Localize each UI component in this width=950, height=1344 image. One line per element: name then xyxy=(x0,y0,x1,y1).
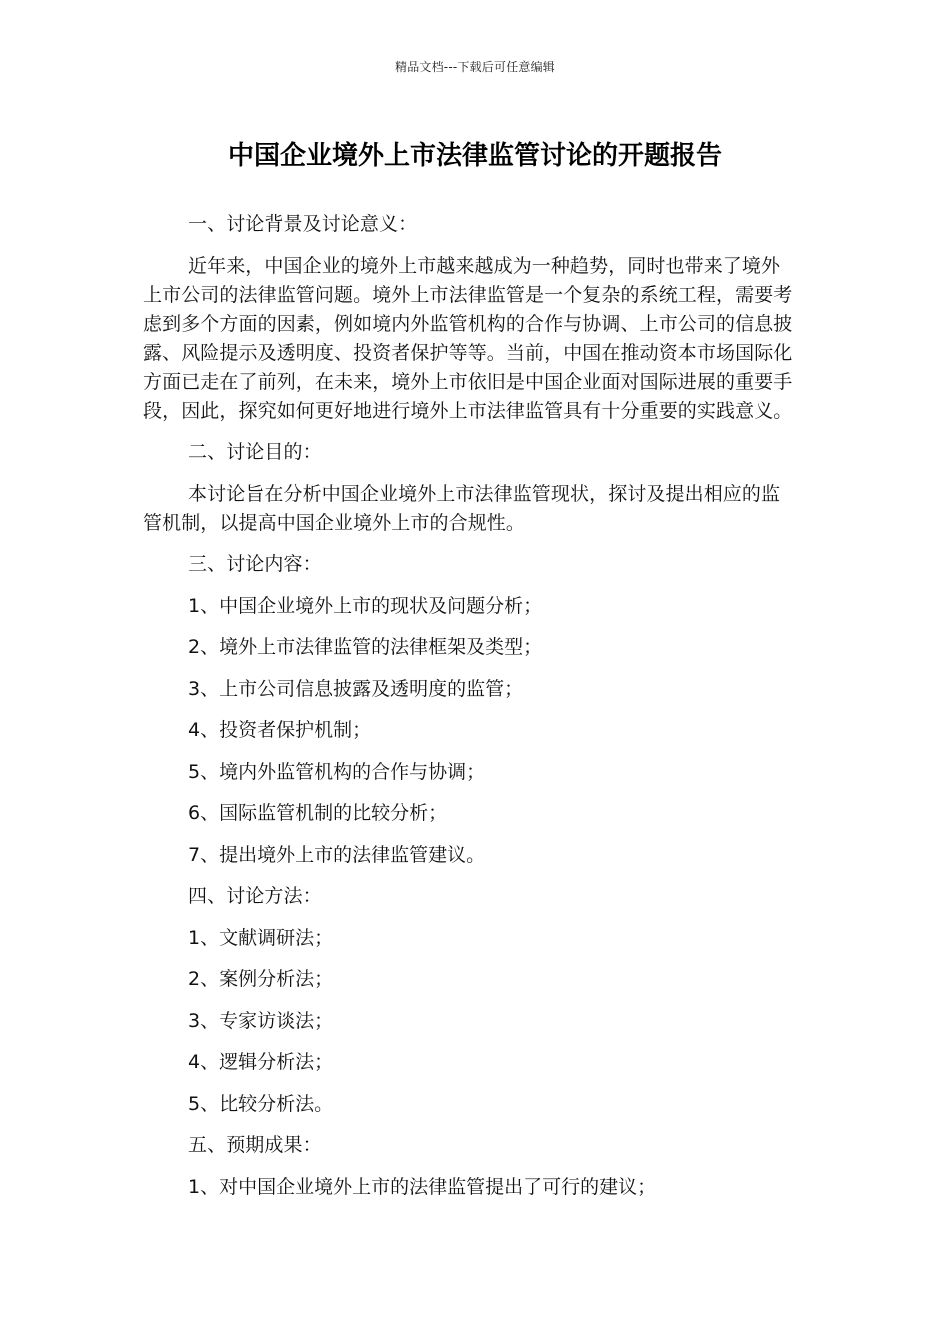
content-list-item: 4、投资者保护机制； xyxy=(188,719,372,741)
content-list-item: 2、境外上市法律监管的法律框架及类型； xyxy=(188,636,543,658)
content-list-item: 3、上市公司信息披露及透明度的监管； xyxy=(188,677,524,700)
header-note: 精品文档---下载后可任意编辑 xyxy=(395,60,555,74)
outcome-list-item: 1、对中国企业境外上市的法律监管提出了可行的建议； xyxy=(188,1175,657,1198)
section-heading-outcomes: 五、预期成果： xyxy=(188,1134,322,1156)
content-list-item: 5、境内外监管机构的合作与协调； xyxy=(188,760,486,783)
section-heading-purpose: 二、讨论目的： xyxy=(188,441,322,463)
method-list-item: 3、专家访谈法； xyxy=(188,1009,334,1032)
section-body-purpose: 本讨论旨在分析中国企业境外上市法律监管现状，探讨及提出相应的监管机制，以提高中国企业境外上市的合规性。 xyxy=(143,482,781,534)
section-heading-background: 一、讨论背景及讨论意义： xyxy=(188,213,418,235)
content-list-item: 6、国际监管机制的比较分析； xyxy=(188,802,448,824)
section-body-background: 近年来，中国企业的境外上市越来越成为一种趋势，同时也带来了境外上市公司的法律监管问题。境外上市法律监管是一个复杂的系统工程，需要考虑到多个方面的因素，例如境内外监管机构的合作与协调、上市公司的信息披露、风险提示及透明度、投资者保护等等。当前，中国在推动资本市场国际化方面已走在了前列，在未来，境外上市依旧是中国企业面对国际进展的重要手段，因此，探究如何更好地进行境外上市法律监管具有十分重要的实践意义。 xyxy=(143,254,793,422)
section-heading-methods: 四、讨论方法： xyxy=(188,885,322,907)
content-list-item: 1、中国企业境外上市的现状及问题分析； xyxy=(188,594,543,617)
method-list-item: 1、文献调研法； xyxy=(188,926,334,949)
section-heading-content: 三、讨论内容： xyxy=(188,553,322,575)
method-list-item: 4、逻辑分析法； xyxy=(188,1051,334,1073)
content-list-item: 7、提出境外上市的法律监管建议。 xyxy=(188,843,486,866)
document-body xyxy=(143,210,793,1214)
method-list-item: 5、比较分析法。 xyxy=(188,1092,334,1115)
method-list-item: 2、案例分析法； xyxy=(188,968,334,990)
document-title: 中国企业境外上市法律监管讨论的开题报告 xyxy=(227,141,722,171)
